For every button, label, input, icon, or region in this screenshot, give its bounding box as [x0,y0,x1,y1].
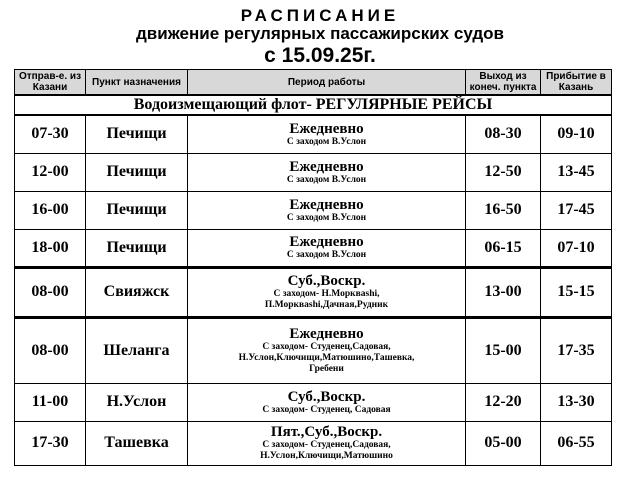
destination: Печищи [86,191,188,229]
column-header-depart: Отправ-е. из Казани [15,70,86,96]
column-header-destination: Пункт назначения [86,70,188,96]
arrival-time: 09-10 [541,115,612,153]
exit-time: 15-00 [466,317,541,383]
arrival-time: 06-55 [541,421,612,465]
period-days: Суб.,Воскр. [287,388,366,405]
arrival-time: 17-45 [541,191,612,229]
period-days: Ежедневно [289,158,364,175]
section-title: Водоизмещающий флот- РЕГУЛЯРНЫЕ РЕЙСЫ [15,95,612,115]
departure-time: 08-00 [15,317,86,383]
destination: Печищи [86,229,188,267]
section-row [15,95,612,115]
period-cell [188,317,466,383]
stops-note: С заходом- Н.Морквashi, [273,289,380,299]
stops-note: С заходом- Студенец,Садовая, [262,440,391,450]
destination: Ташевка [86,421,188,465]
stops-note: П.Морквashi,Дачная,Рудник [264,300,389,310]
period-cell [188,115,466,153]
page-subtitle: движение регулярных пассажирских судов [136,24,504,43]
table-row [15,421,612,465]
period-days: Ежедневно [289,326,364,342]
departure-time: 18-00 [15,229,86,267]
table-row [15,317,612,383]
stops-note: С заходом В.Услон [286,250,367,260]
exit-time: 16-50 [466,191,541,229]
arrival-time: 07-10 [541,229,612,267]
stops-note: С заходом- Студенец,Садовая, [262,342,391,352]
table-row [15,267,612,317]
exit-time: 13-00 [466,267,541,317]
destination: Свияжск [86,267,188,317]
destination: Печищи [86,115,188,153]
table-row [15,115,612,153]
period-cell [188,229,466,267]
stops-note: С заходом- Студенец, Садовая [262,404,391,415]
table-row [15,191,612,229]
arrival-time: 13-45 [541,153,612,191]
arrival-time: 17-35 [541,317,612,383]
exit-time: 05-00 [466,421,541,465]
effective-date: с 15.09.25г. [264,44,376,67]
stops-note: Н.Услон,Ключищи,Матюшино [260,451,393,461]
departure-time: 12-00 [15,153,86,191]
period-cell [188,421,466,465]
exit-time: 12-50 [466,153,541,191]
table-row [15,229,612,267]
destination: Печищи [86,153,188,191]
column-header-period: Период работы [188,70,466,96]
departure-time: 17-30 [15,421,86,465]
stops-note: Гребени [309,364,344,374]
destination: Шеланга [86,317,188,383]
period-days: Суб.,Воскр. [287,273,366,289]
stops-note: С заходом В.Услон [286,136,367,147]
exit-time: 06-15 [466,229,541,267]
departure-time: 08-00 [15,267,86,317]
period-days: Ежедневно [289,120,364,137]
arrival-time: 13-30 [541,383,612,421]
period-cell [188,153,466,191]
stops-note: С заходом В.Услон [286,174,367,185]
departure-time: 07-30 [15,115,86,153]
arrival-time: 15-15 [541,267,612,317]
column-header-arrival: Прибытие в Казань [541,70,612,96]
table-row [15,383,612,421]
departure-time: 16-00 [15,191,86,229]
schedule-table [14,69,612,466]
page-title: РАСПИСАНИЕ [240,6,400,25]
stops-note: С заходом В.Услон [286,212,367,223]
table-header-row [15,70,612,96]
period-days: Пят.,Суб.,Воскр. [270,424,383,440]
departure-time: 11-00 [15,383,86,421]
destination: Н.Услон [86,383,188,421]
exit-time: 08-30 [466,115,541,153]
period-days: Ежедневно [289,196,364,213]
column-header-exit: Выход из конеч. пункта [466,70,541,96]
period-cell [188,383,466,421]
period-days: Ежедневно [289,234,364,250]
stops-note: Н.Услон,Ключищи,Матюшино,Ташевка, [238,353,415,363]
table-row [15,153,612,191]
period-cell [188,191,466,229]
period-cell [188,267,466,317]
exit-time: 12-20 [466,383,541,421]
